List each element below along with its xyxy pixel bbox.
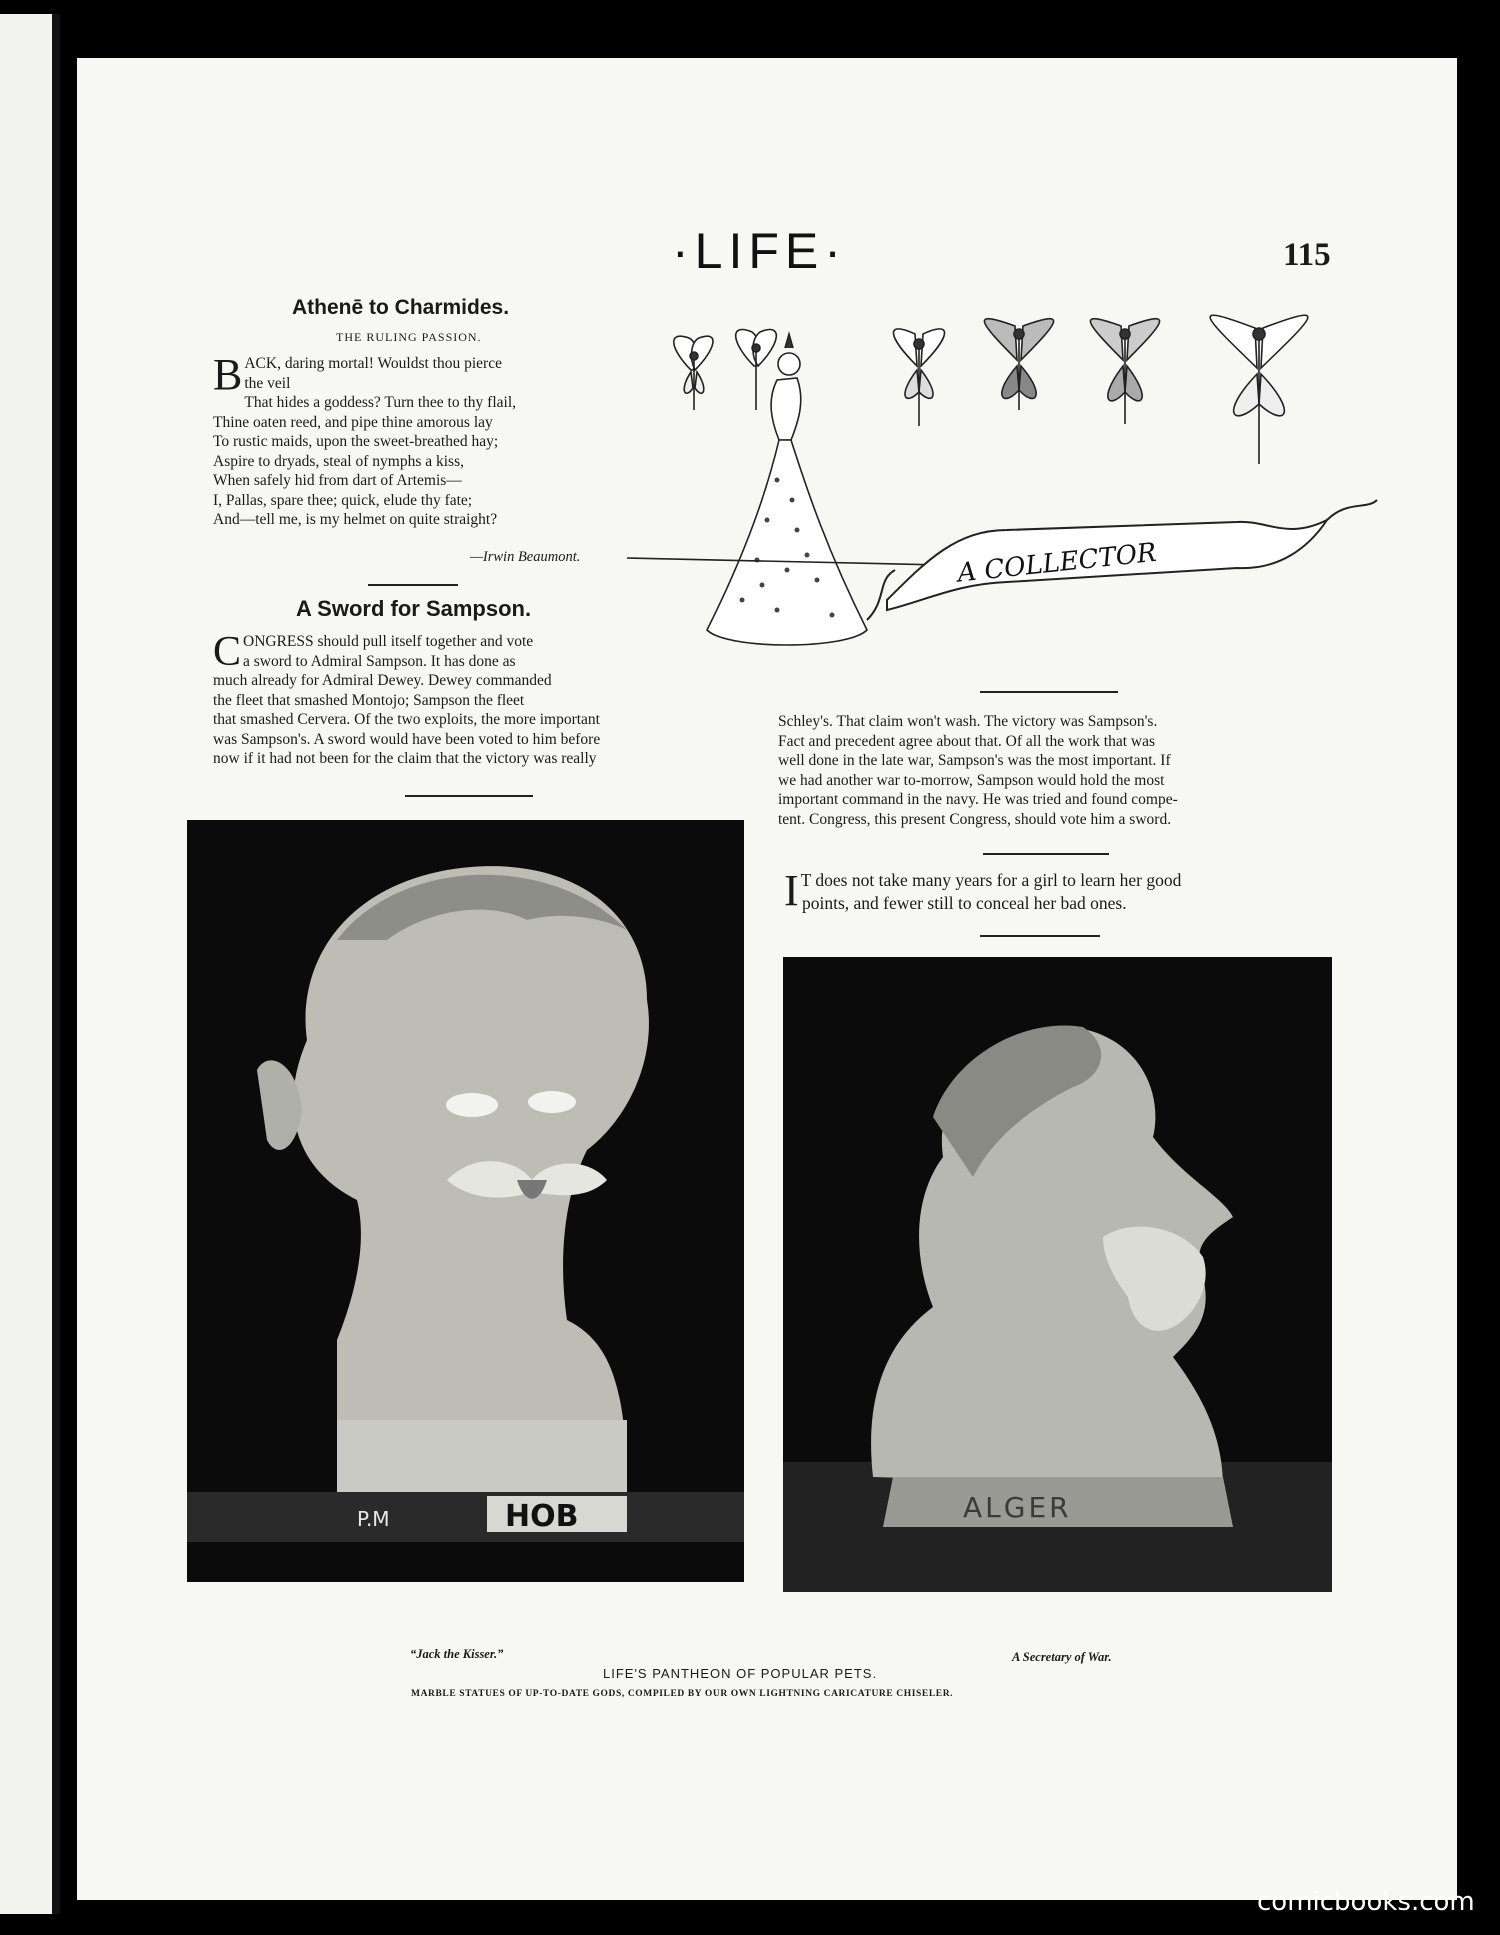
poem-line: To rustic maids, upon the sweet-breathed hay;: [213, 433, 499, 450]
divider: [980, 935, 1100, 937]
alger-bust-photo: [783, 957, 1332, 1592]
butterfly-figures: [627, 315, 1308, 645]
hob-nameplate: HOB: [505, 1499, 579, 1534]
editorial-line: important command in the navy. He was tried and found compe-: [778, 791, 1178, 808]
page-number: 115: [1283, 237, 1331, 273]
poem-line: That hides a goddess? Turn thee to thy flail,: [244, 394, 517, 411]
editorial-title: A Sword for Sampson.: [296, 596, 532, 621]
editorial-line: tent. Congress, this present Congress, should vote him a sword.: [778, 810, 1172, 828]
poem-author: —Irwin Beaumont.: [470, 549, 581, 565]
poem-line: Thine oaten reed, and pipe thine amorous lay: [213, 413, 493, 431]
collector-banner-text: A COLLECTOR: [956, 537, 1158, 589]
editorial-line: ONGRESS should pull itself together and vote: [243, 633, 534, 650]
editorial-line: much already for Admiral Dewey. Dewey commanded: [213, 672, 552, 689]
source-watermark: comicbooks.com: [1257, 1887, 1475, 1917]
alger-nameplate: ALGER: [963, 1491, 1072, 1524]
facing-page-edge: [0, 14, 52, 1914]
divider: [368, 584, 458, 586]
hob-signature: P.M: [357, 1507, 390, 1531]
epigram-line: T does not take many years for a girl to learn her good: [800, 870, 1182, 890]
poem-line: Aspire to dryads, steal of nymphs a kiss,: [213, 452, 464, 470]
editorial-line: Fact and precedent agree about that. Of all the work that was: [778, 732, 1156, 750]
editorial-line: the fleet that smashed Montojo; Sampson the fleet: [213, 691, 525, 709]
poem-line: ACK, daring mortal! Wouldst thou pierce: [244, 355, 502, 372]
poem-line: When safely hid from dart of Artemis—: [213, 472, 462, 489]
epigram-line: points, and fewer still to conceal her bad ones.: [802, 893, 1127, 913]
caption-sub: MARBLE STATUES OF UP-TO-DATE GODS, COMPILED BY OUR OWN LIGHTNING CARICATURE CHISELER.: [411, 1689, 954, 1699]
poem-body: [213, 350, 633, 530]
masthead: ·LIFE·: [672, 223, 847, 279]
poem-title: Athenē to Charmides.: [292, 296, 510, 319]
editorial-line: a sword to Admiral Sampson. It has done as: [243, 652, 516, 670]
divider: [405, 795, 533, 797]
epigram-dropcap: I: [784, 866, 799, 915]
poem-line: And—tell me, is my helmet on quite straight?: [213, 511, 498, 528]
hob-bust-photo: [187, 820, 744, 1582]
editorial-dropcap: C: [213, 629, 242, 675]
page-gutter: [52, 14, 60, 1914]
divider: [980, 691, 1118, 693]
caption-main: LIFE'S PANTHEON OF POPULAR PETS.: [603, 1666, 878, 1681]
editorial-line: was Sampson's. A sword would have been voted to him before: [213, 730, 601, 748]
poem-subtitle: THE RULING PASSION.: [336, 330, 482, 344]
editorial-line: Schley's. That claim won't wash. The victory was Sampson's.: [778, 713, 1158, 730]
caption-left: “Jack the Kisser.”: [410, 1647, 504, 1661]
poem-dropcap: B: [213, 350, 243, 399]
poem-line: I, Pallas, spare thee; quick, elude thy fate;: [213, 491, 473, 509]
poem-line: the veil: [244, 374, 291, 392]
epigram: [784, 866, 1344, 915]
editorial-line: well done in the late war, Sampson's was the most important. If: [778, 752, 1171, 769]
divider: [983, 853, 1109, 855]
collector-cartoon: [627, 300, 1387, 670]
collector-banner: [867, 500, 1377, 620]
editorial-line: now if it had not been for the claim that the victory was really: [213, 750, 597, 767]
caption-right: A Secretary of War.: [1012, 1650, 1112, 1664]
editorial-line: we had another war to-morrow, Sampson would hold the most: [778, 771, 1165, 789]
editorial-column-2: [778, 712, 1326, 829]
editorial-line: that smashed Cervera. Of the two exploits, the more important: [213, 711, 600, 728]
